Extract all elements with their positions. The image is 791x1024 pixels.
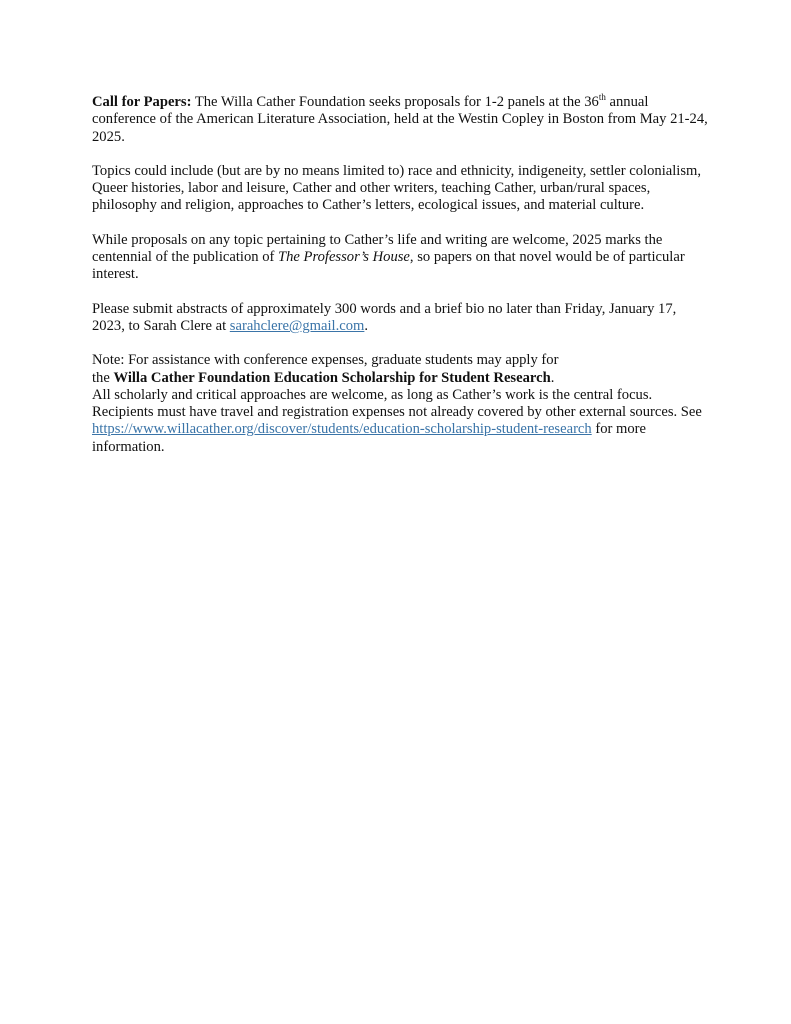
email-link[interactable]: sarahclere@gmail.com — [229, 317, 365, 334]
intro-text-b: annual conference of the American Literature Association, held at the Westin Copley in Boston from May 21-24, 2025. — [92, 94, 708, 145]
scholarship-url-link[interactable]: https://www.willacather.org/discover/students/education-scholarship-student-research — [92, 421, 592, 438]
note-text-c: All scholarly and critical approaches are welcome, as long as Cather’s work is the central focus. Recipients must have travel and registration expenses not already covered by other external sources. See — [92, 386, 702, 421]
note-text-d: for more information. — [92, 421, 647, 455]
note-line-1: Note: For assistance with conference expenses, graduate students may apply for — [92, 352, 559, 369]
call-for-papers-paragraph — [92, 94, 708, 146]
intro-text-a: The Willa Cather Foundation seeks proposals for 1-2 panels at the 36 — [191, 94, 599, 110]
centennial-text-a: While proposals on any topic pertaining to Cather’s life and writing are welcome, 2025 marks the centennial of the publication of — [92, 231, 663, 266]
call-for-papers-label: Call for Papers: — [92, 94, 192, 110]
note-paragraph — [92, 352, 708, 456]
centennial-paragraph — [92, 232, 708, 284]
topics-paragraph — [92, 163, 708, 215]
ordinal-suffix: th — [598, 92, 606, 102]
document-body — [92, 94, 708, 456]
submission-text-b: . — [364, 317, 369, 334]
novel-title: The Professor’s House — [278, 249, 410, 266]
centennial-text-b: , so papers on that novel would be of particular interest. — [92, 249, 685, 283]
note-line-2-b: . — [550, 369, 555, 386]
topics-text: Topics could include (but are by no means limited to) race and ethnicity, indigeneity, settler colonialism, Queer histories, labor and leisure, Cather and other writers, teaching Cather, urban/rural spaces, philosophy and religion, approaches to Cather’s letters, ecological issues, and material culture. — [92, 162, 702, 214]
submission-text-a: Please submit abstracts of approximately 300 words and a brief bio no later than Friday, January 17, 2023, to Sarah Clere at — [92, 300, 677, 334]
submission-paragraph — [92, 301, 708, 336]
note-line-2-a: the — [92, 369, 114, 386]
scholarship-name: Willa Cather Foundation Education Scholarship for Student Research — [113, 369, 551, 386]
